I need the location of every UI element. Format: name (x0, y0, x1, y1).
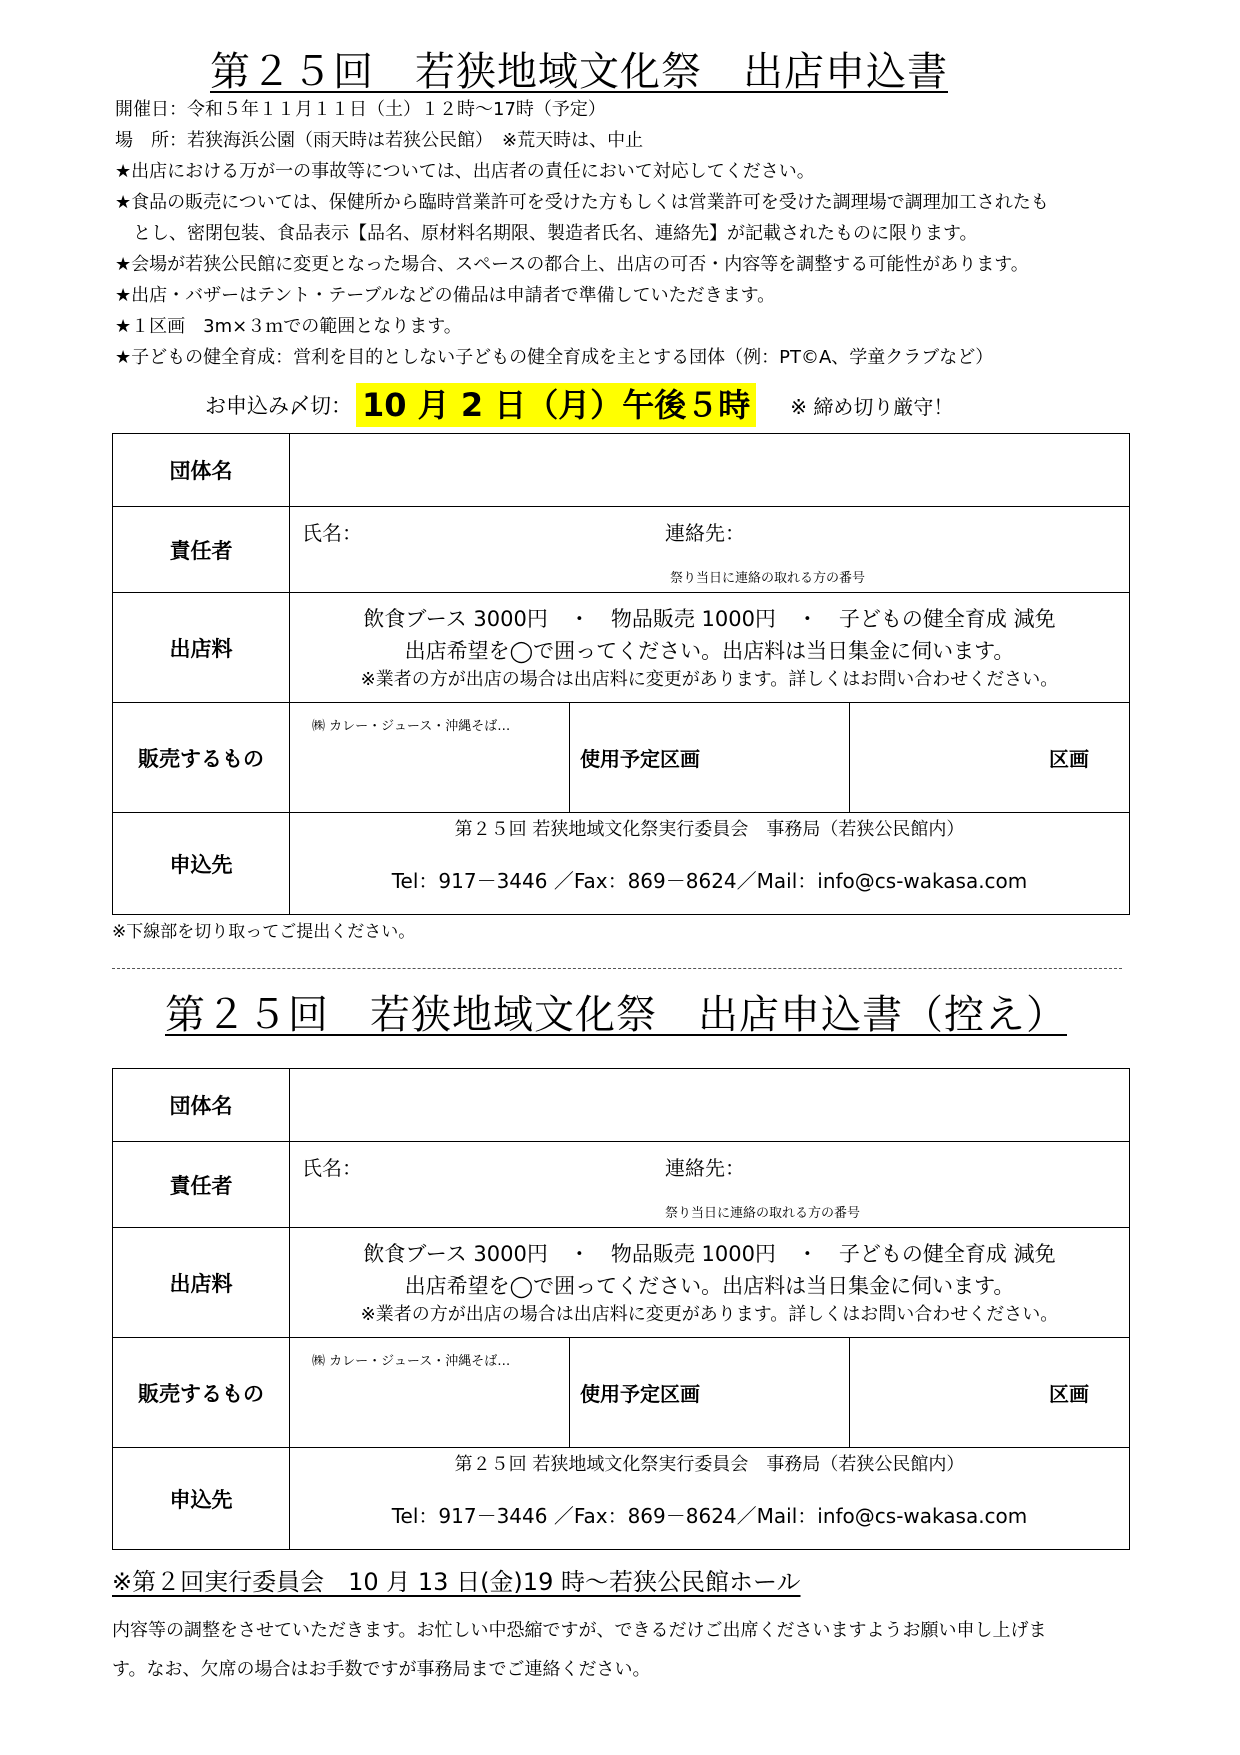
note-line: とし、密閉包装、食品表示【品名、原材料名期限、製造者氏名、連絡先】が記載されたものに限ります。 (115, 223, 978, 244)
note-line: ★１区画 3m×３ｍでの範囲となります。 (115, 316, 462, 337)
apply-label: 申込先 (113, 813, 290, 915)
fee-field[interactable] (290, 593, 1130, 703)
area-unit: 区画 (1049, 747, 1089, 771)
contact-note: 祭り当日に連絡の取れる方の番号 (670, 571, 866, 586)
contact-label: 連絡先： (665, 521, 745, 545)
event-place: 場 所：若狭海浜公園（雨天時は若狭公民館） ※荒天時は、中止 (115, 130, 644, 151)
deadline-note: ※ 締め切り厳守！ (790, 394, 954, 419)
closing-line: 内容等の調整をさせていただきます。お忙しい中恐縮ですが、できるだけご出席くださいますようお願い申し上げま (112, 1620, 1047, 1641)
leader-field[interactable] (290, 1142, 1130, 1228)
fee-instructions: 出店希望を◯で囲ってください。出店料は当日集金に伺います。 (404, 638, 1015, 663)
sale-label: 販売するもの (113, 703, 290, 813)
area-field[interactable] (850, 703, 1130, 813)
event-date: 開催日：令和５年１１月１１日（土）１２時～17時（予定） (115, 99, 606, 120)
apply-info (290, 1448, 1130, 1550)
application-form (112, 433, 1130, 915)
sale-label: 販売するもの (113, 1338, 290, 1448)
contact-note: 祭り当日に連絡の取れる方の番号 (665, 1206, 861, 1221)
cut-line (112, 968, 1122, 969)
name-label: 氏名： (302, 1156, 362, 1180)
page-title: 第２５回 若狭地域文化祭 出店申込書 (210, 49, 948, 95)
deadline-date: 10 月 2 日（月）午後５時 (356, 383, 756, 427)
group-name-field[interactable] (290, 1069, 1130, 1142)
fee-options: 飲食ブース 3000円 ・ 物品販売 1000円 ・ 子どもの健全育成 減免 (363, 606, 1056, 631)
note-line: ★子どもの健全育成：営利を目的としない子どもの健全育成を主とする団体（例：PT©A、学童クラブなど） (115, 347, 994, 368)
leader-label: 責任者 (113, 507, 290, 593)
group-name-field[interactable] (290, 434, 1130, 507)
area-unit: 区画 (1049, 1382, 1089, 1406)
apply-contact: Tel：917－3446 ／Fax：869－8624／Mail：info@cs-wakasa.com (391, 1504, 1028, 1528)
deadline-label: お申込み〆切： (205, 394, 352, 418)
deadline (205, 383, 953, 427)
apply-label: 申込先 (113, 1448, 290, 1550)
meeting-notice: ※第２回実行委員会 10 月 13 日(金)19 時～若狭公民館ホール (112, 1568, 801, 1596)
group-label: 団体名 (113, 434, 290, 507)
leader-label: 責任者 (113, 1142, 290, 1228)
fee-field[interactable] (290, 1228, 1130, 1338)
note-line: ★食品の販売については、保健所から臨時営業許可を受けた方もしくは営業許可を受けた調理場で調理加工されたも (115, 192, 1049, 213)
fee-options: 飲食ブース 3000円 ・ 物品販売 1000円 ・ 子どもの健全育成 減免 (363, 1241, 1056, 1266)
fee-label: 出店料 (113, 1228, 290, 1338)
area-field[interactable] (850, 1338, 1130, 1448)
fee-label: 出店料 (113, 593, 290, 703)
sale-items-field[interactable] (290, 1338, 570, 1448)
group-label: 団体名 (113, 1069, 290, 1142)
leader-field[interactable] (290, 507, 1130, 593)
copy-title: 第２５回 若狭地域文化祭 出店申込書（控え） (165, 992, 1067, 1038)
sale-example: ㈱ カレー・ジュース・沖縄そば… (312, 1354, 511, 1369)
sale-example: ㈱ カレー・ジュース・沖縄そば… (312, 719, 511, 734)
fee-vendor-note: ※業者の方が出店の場合は出店料に変更があります。詳しくはお問い合わせください。 (360, 668, 1059, 690)
area-label: 使用予定区画 (570, 703, 850, 813)
apply-info (290, 813, 1130, 915)
note-line: ★出店・バザーはテント・テーブルなどの備品は申請者で準備していただきます。 (115, 285, 776, 306)
fee-vendor-note: ※業者の方が出店の場合は出店料に変更があります。詳しくはお問い合わせください。 (360, 1303, 1059, 1325)
fee-instructions: 出店希望を◯で囲ってください。出店料は当日集金に伺います。 (404, 1273, 1015, 1298)
area-label: 使用予定区画 (570, 1338, 850, 1448)
apply-office: 第２５回 若狭地域文化祭実行委員会 事務局（若狭公民館内） (454, 819, 965, 840)
contact-label: 連絡先： (665, 1156, 745, 1180)
note-line: ★会場が若狭公民館に変更となった場合、スペースの都合上、出店の可否・内容等を調整する可能性があります。 (115, 254, 1029, 275)
sale-items-field[interactable] (290, 703, 570, 813)
apply-contact: Tel：917－3446 ／Fax：869－8624／Mail：info@cs-wakasa.com (391, 869, 1028, 893)
cut-note: ※下線部を切り取ってご提出ください。 (112, 922, 416, 942)
name-label: 氏名： (302, 521, 362, 545)
closing-line: す。なお、欠席の場合はお手数ですが事務局までご連絡ください。 (112, 1659, 651, 1680)
note-line: ★出店における万が一の事故等については、出店者の責任において対応してください。 (115, 161, 815, 182)
apply-office: 第２５回 若狭地域文化祭実行委員会 事務局（若狭公民館内） (454, 1454, 965, 1475)
application-form-copy (112, 1068, 1130, 1550)
